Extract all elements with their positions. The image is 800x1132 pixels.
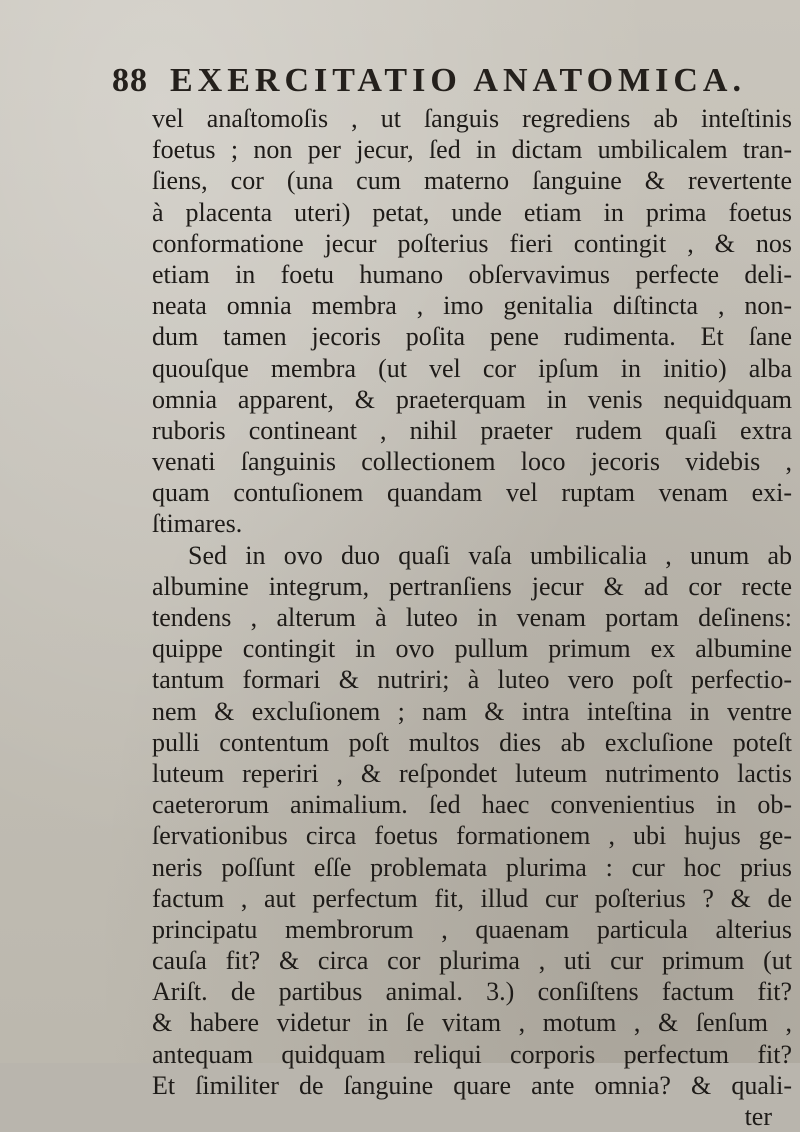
text-line: ſiens, cor (una cum materno ſanguine & revertente <box>152 166 792 196</box>
text-line: vel anaſtomoſis , ut ſanguis regrediens ab inteſtinis <box>152 104 792 133</box>
text-line: ſtimares. <box>152 509 243 539</box>
text-line: luteum reperiri , & reſpondet luteum nutrimento lactis <box>152 758 792 788</box>
page-number: 88 <box>112 62 148 99</box>
running-header <box>112 56 772 106</box>
text-line: neris poſſunt eſſe problemata plurima : cur hoc prius <box>152 852 792 882</box>
text-line: factum , aut perfectum fit, illud cur poſterius ? & de <box>152 883 792 913</box>
text-line: neata omnia membra , imo genitalia diſtincta , non- <box>152 291 792 321</box>
text-line: foetus ; non per jecur, ſed in dictam umbilicalem tran- <box>152 135 792 165</box>
text-line: antequam quidquam reliqui corporis perfectum fit? <box>152 1039 792 1069</box>
text-line: à placenta uteri) petat, unde etiam in prima foetus <box>152 197 792 227</box>
text-line: omnia apparent, & praeterquam in venis nequidquam <box>152 384 792 414</box>
text-line: venati ſanguinis collectionem loco jecoris videbis , <box>152 447 792 477</box>
body-text <box>152 103 792 1132</box>
text-line: nem & excluſionem ; nam & intra inteſtina in ventre <box>152 696 792 726</box>
text-line: ruboris contineant , nihil praeter rudem quaſi extra <box>152 415 792 445</box>
text-line: albumine integrum, pertranſiens jecur & ad cor recte <box>152 571 792 601</box>
text-line: conformatione jecur poſterius fieri contingit , & nos <box>152 228 792 258</box>
text-line: Ariſt. de partibus animal. 3.) conſiſtens factum fit? <box>152 977 792 1007</box>
text-line: dum tamen jecoris poſita pene rudimenta. Et ſane <box>152 322 792 352</box>
running-title: EXERCITATIO ANATOMICA. <box>170 62 746 99</box>
text-line: pulli contentum poſt multos dies ab excluſione poteſt <box>152 727 792 757</box>
text-line: quam contuſionem quandam vel ruptam venam exi- <box>152 478 792 508</box>
text-line: caeterorum animalium. ſed haec convenientius in ob- <box>152 790 792 820</box>
paragraph-start-line: Sed in ovo duo quaſi vaſa umbilicalia , unum ab <box>188 540 792 570</box>
text-line: principatu membrorum , quaenam particula alterius <box>152 914 792 944</box>
catchword: ter <box>744 1102 772 1131</box>
text-line: Et ſimiliter de ſanguine quare ante omnia? & quali- <box>152 1070 792 1100</box>
text-line: tendens , alterum à luteo in venam portam deſinens: <box>152 603 792 632</box>
text-line: quouſque membra (ut vel cor ipſum in initio) alba <box>152 353 792 383</box>
text-line: tantum formari & nutriri; à luteo vero poſt perfectio- <box>152 665 792 695</box>
text-line: ſervationibus circa foetus formationem , ubi hujus ge- <box>152 821 792 851</box>
text-line: cauſa fit? & circa cor plurima , uti cur primum (ut <box>152 946 792 976</box>
text-line: etiam in foetu humano obſervavimus perfecte deli- <box>152 259 792 289</box>
text-line: & habere videtur in ſe vitam , motum , & ſenſum , <box>152 1008 792 1038</box>
text-line: quippe contingit in ovo pullum primum ex albumine <box>152 634 792 664</box>
